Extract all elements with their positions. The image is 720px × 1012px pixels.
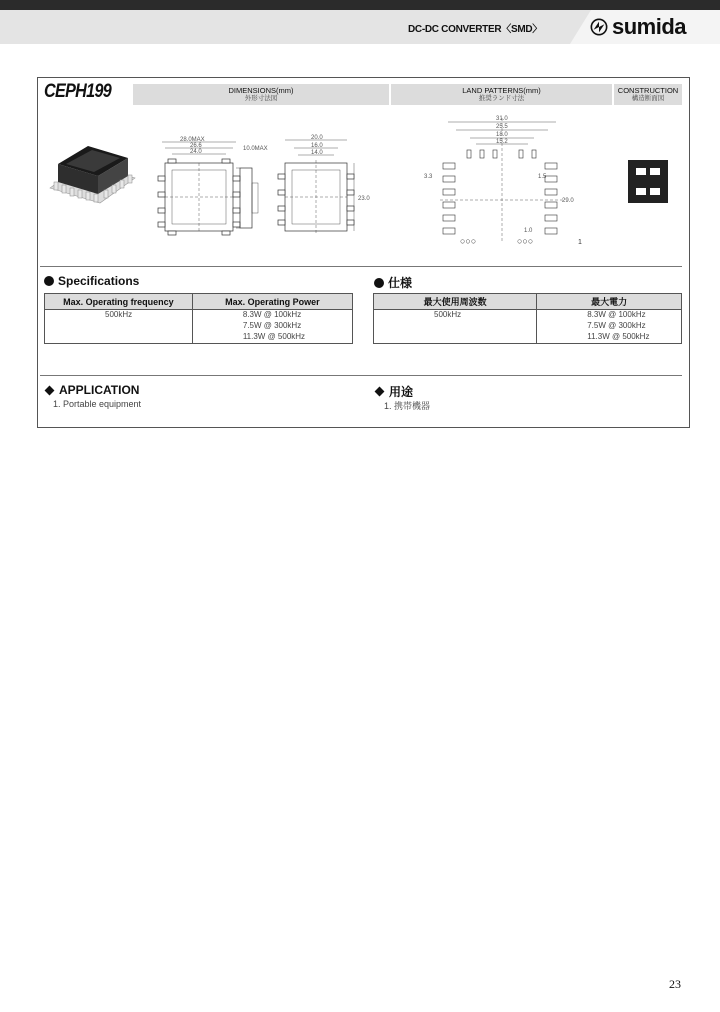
land-patterns-header — [391, 84, 612, 105]
power-value-3: 11.3W @ 500kHz — [192, 332, 352, 344]
specifications-title — [44, 274, 139, 288]
construction-drawing — [628, 160, 668, 203]
dim-a-label: 26.6 — [190, 143, 202, 149]
diamond-bullet-icon — [45, 385, 55, 395]
technical-drawings — [40, 108, 680, 258]
freq-header-jp: 最大使用周波数 — [374, 294, 537, 310]
top-bar — [0, 0, 720, 10]
land-w4-label: 15.2 — [496, 139, 508, 145]
dim-total-label: 28.0MAX — [180, 137, 205, 143]
land-small-label: 1.0 — [524, 228, 533, 234]
top-view-drawing — [158, 142, 240, 235]
pin-one-label: 1 — [578, 239, 582, 246]
freq-value: 500kHz — [45, 310, 193, 322]
land-w1-label: 31.0 — [496, 116, 508, 122]
specifications-table — [44, 293, 353, 344]
specifications-title-jp — [374, 274, 412, 291]
freq-value-jp: 500kHz — [374, 310, 537, 322]
table-row — [45, 310, 353, 322]
power-header-jp: 最大電力 — [537, 294, 682, 310]
side-height-label: 23.0 — [358, 196, 370, 202]
bullet-icon — [44, 276, 54, 286]
side-max-label: 10.0MAX — [243, 146, 268, 152]
table-row — [45, 321, 353, 332]
sumida-logo-icon — [590, 18, 608, 36]
construction-header — [614, 84, 682, 105]
freq-header: Max. Operating frequency — [45, 294, 193, 310]
page-number: 23 — [669, 977, 681, 991]
product-photo — [50, 146, 135, 203]
power-value-1: 8.3W @ 100kHz — [192, 310, 352, 322]
table-header-row — [374, 294, 682, 310]
table-row — [374, 310, 682, 322]
land-pad-label: 1.5 — [538, 174, 547, 180]
power-value-jp-1: 8.3W @ 100kHz — [537, 310, 682, 322]
application-title-text: APPLICATION — [59, 383, 140, 397]
brand-name: sumida — [612, 14, 687, 39]
land-patterns-header-en: LAND PATTERNS(mm) — [462, 86, 541, 95]
bullet-icon — [374, 278, 384, 288]
power-value-jp-2: 7.5W @ 300kHz — [537, 321, 682, 332]
land-w3-label: 18.0 — [496, 132, 508, 138]
construction-header-en: CONSTRUCTION — [617, 86, 679, 95]
diamond-bullet-icon — [375, 387, 385, 397]
table-row — [374, 321, 682, 332]
pin-dots-right: ○○○ — [517, 236, 534, 246]
power-value-2: 7.5W @ 300kHz — [192, 321, 352, 332]
section-divider-1 — [40, 266, 682, 267]
application-item-jp: 1. 携帯機器 — [384, 401, 431, 411]
power-header: Max. Operating Power — [192, 294, 352, 310]
land-pitch-label: 3.3 — [424, 174, 433, 180]
specifications-title-jp-text: 仕様 — [388, 276, 413, 290]
land-w2-label: 25.5 — [496, 124, 508, 130]
power-value-jp-3: 11.3W @ 500kHz — [537, 332, 682, 344]
side-top-label: 20.0 — [311, 135, 323, 141]
pin-dots-left: ○○○ — [460, 236, 477, 246]
part-number: CEPH199 — [44, 81, 112, 102]
table-row — [374, 332, 682, 344]
section-divider-2 — [40, 375, 682, 376]
side-mid-label: 16.0 — [311, 143, 323, 149]
specifications-table-jp — [373, 293, 682, 344]
application-title — [44, 383, 139, 397]
specifications-title-text: Specifications — [58, 274, 140, 288]
dimensions-header-jp: 外形寸法図 — [244, 95, 278, 102]
dimensions-header — [133, 84, 389, 105]
dim-b-label: 24.0 — [190, 149, 202, 155]
table-header-row — [45, 294, 353, 310]
application-title-jp-text: 用途 — [389, 385, 414, 399]
land-patterns-header-jp: 推奨ランド寸法 — [478, 95, 525, 102]
application-item: 1. Portable equipment — [53, 399, 142, 409]
table-row — [45, 332, 353, 344]
dimensions-header-en: DIMENSIONS(mm) — [228, 86, 294, 95]
application-title-jp — [374, 383, 413, 400]
category-title: DC-DC CONVERTER〈SMD〉 — [407, 24, 542, 35]
land-height-label: 29.0 — [562, 198, 574, 204]
brand-logo — [590, 14, 686, 40]
construction-header-jp: 構造断面図 — [631, 95, 665, 102]
side-in-label: 14.0 — [311, 150, 323, 156]
